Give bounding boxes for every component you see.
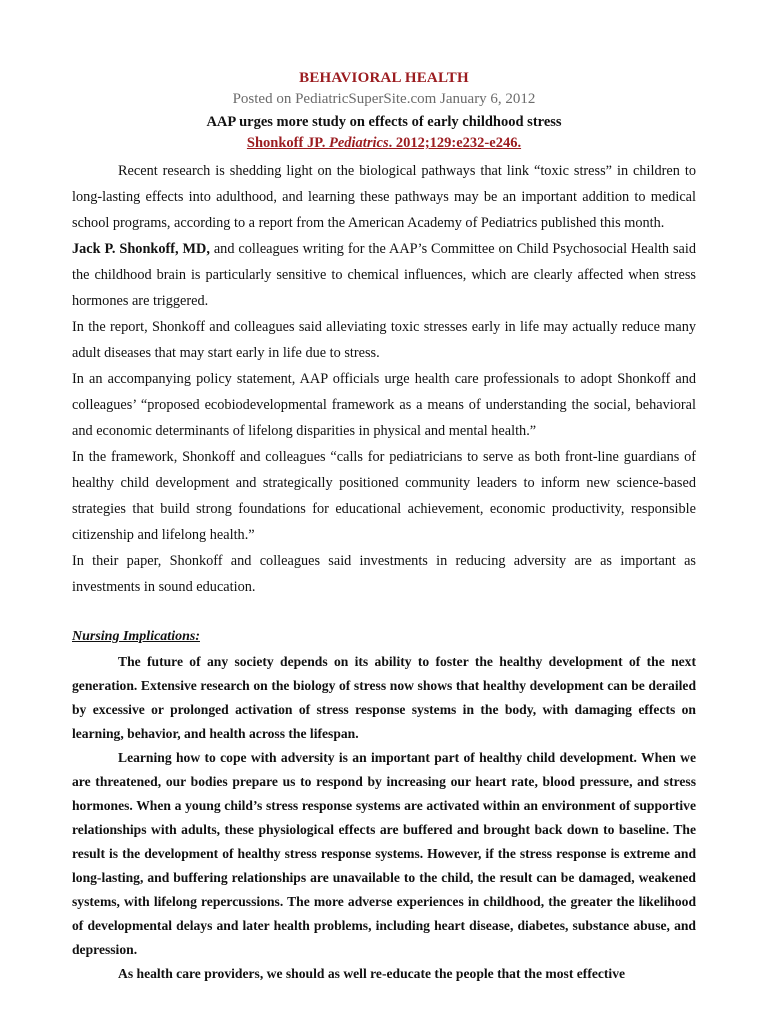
article-paragraph-2-text: and colleagues writing for the AAP’s Committee on Child Psychosocial Health said the childhood brain is particularly sensitive to chemical influences, which are clearly affected when stress hormones are triggered. [72, 241, 696, 309]
section-title: BEHAVIORAL HEALTH [299, 70, 469, 86]
article-paragraph-4: In an accompanying policy statement, AAP officials urge health care professionals to adopt Shonkoff and colleagues’ “proposed ecobiodevelopmental framework as a means of understanding the social, behavioral and economic determinants of lifelong disparities in physical and mental health.” [72, 371, 696, 439]
article-paragraph-1: Recent research is shedding light on the biological pathways that link “toxic stress” in children to long-lasting effects into adulthood, and learning these pathways may be an important addition to medical school programs, according to a report from the American Academy of Pediatrics published this month. [72, 163, 696, 231]
section-spacer [72, 600, 696, 626]
article-headline: AAP urges more study on effects of early childhood stress [206, 114, 562, 130]
citation-details: . 2012;129:e232-e246. [388, 135, 522, 151]
posted-line: Posted on PediatricSuperSite.com January 6, 2012 [232, 91, 536, 107]
article-paragraph-2 [72, 236, 696, 314]
article-paragraph-6: In their paper, Shonkoff and colleagues said investments in reducing adversity are as important as investments in sound education. [72, 553, 696, 595]
author-name: Jack P. Shonkoff, MD, [72, 241, 210, 257]
nursing-paragraph-1: The future of any society depends on its ability to foster the healthy development of the next generation. Extensive research on the biology of stress now shows that healthy development can be derailed by excessive or prolonged activation of stress response systems in the body, with damaging effects on learning, behavior, and health across the lifespan. [72, 654, 696, 741]
nursing-paragraph-3: As health care providers, we should as well re-educate the people that the most effective [118, 966, 626, 981]
citation-journal: Pediatrics [328, 135, 389, 151]
citation-author: Shonkoff JP. [246, 135, 329, 151]
nursing-implications-heading: Nursing Implications: [72, 629, 200, 644]
nursing-paragraph-2: Learning how to cope with adversity is an important part of healthy child development. When we are threatened, our bodies prepare us to respond by increasing our heart rate, blood pressure, and stress hormones. When a young child’s stress response systems are activated within an environment of supportive relationships with adults, these physiological effects are buffered and brought back down to baseline. The result is the development of healthy stress response systems. However, if the stress response is extreme and long-lasting, and buffering relationships are unavailable to the child, the result can be damaged, weakened systems, with lifelong repercussions. The more adverse experiences in childhood, the greater the likelihood of developmental delays and later health problems, including heart disease, diabetes, substance abuse, and depression. [72, 750, 696, 957]
citation-link[interactable] [72, 135, 696, 152]
article-paragraph-5: In the framework, Shonkoff and colleagues “calls for pediatricians to serve as both front-line guardians of healthy child development and strategically positioned community leaders to inform new science-based strategies that build strong foundations for educational achievement, economic productivity, responsible citizenship and lifelong health.” [72, 449, 696, 543]
article-paragraph-3: In the report, Shonkoff and colleagues said alleviating toxic stresses early in life may actually reduce many adult diseases that may start early in life due to stress. [72, 319, 696, 361]
